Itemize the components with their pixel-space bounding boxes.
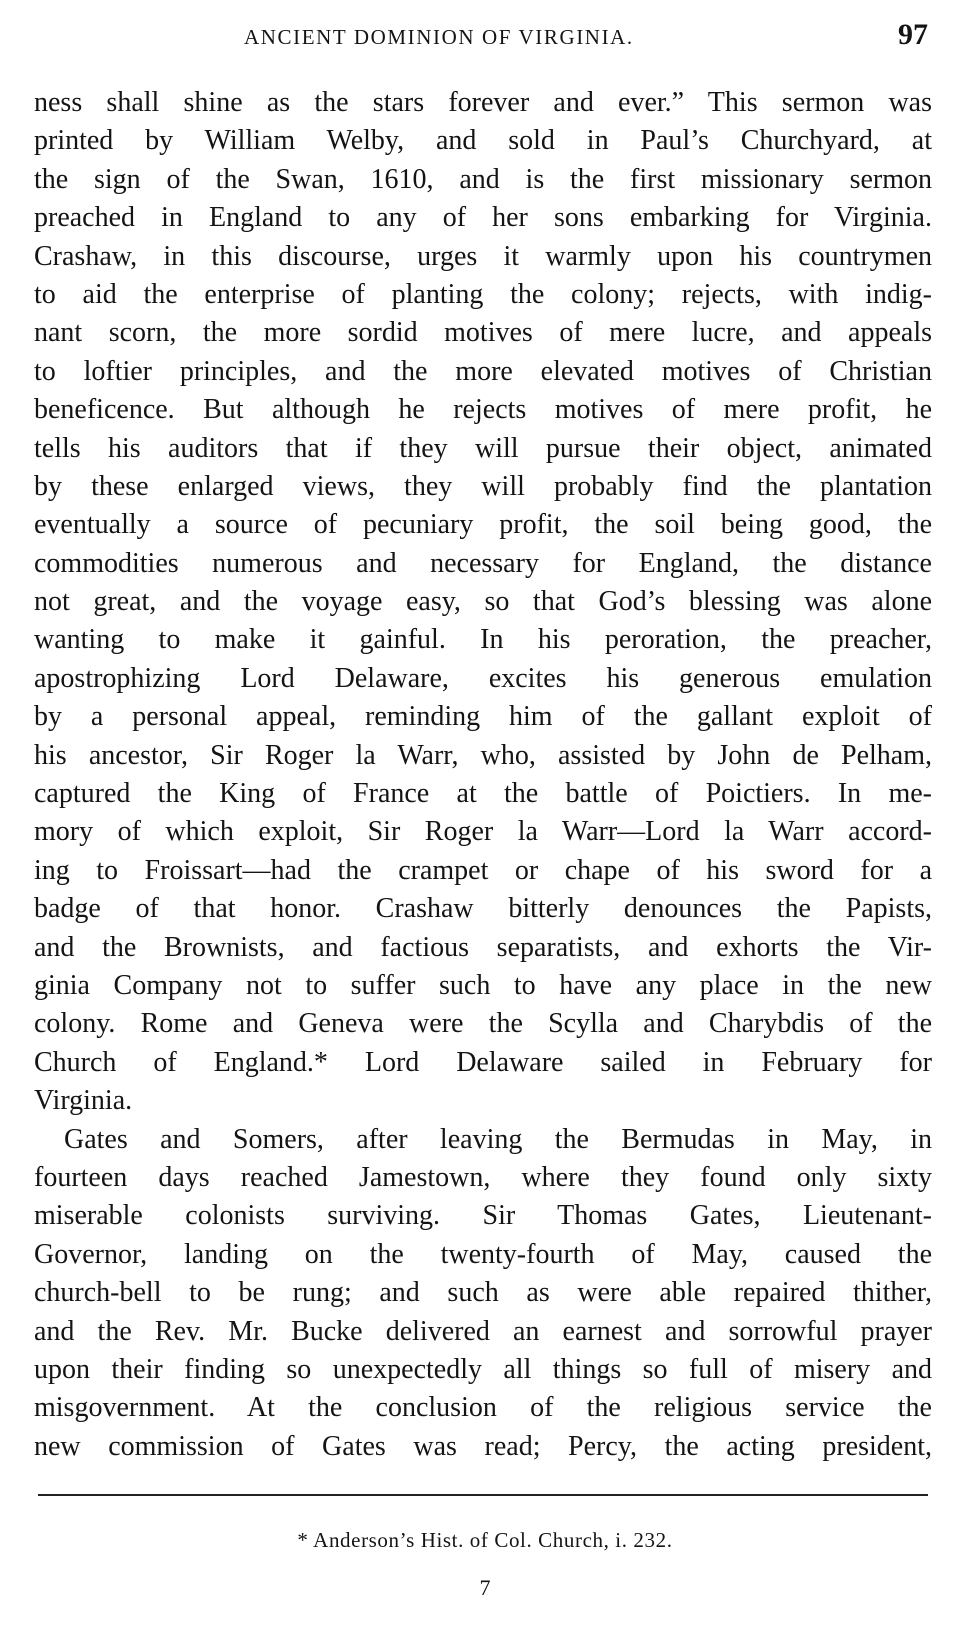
- text-line: Virginia.: [34, 1085, 133, 1117]
- text-line: by a personal appeal, reminding him of the gallant exploit of: [34, 701, 932, 733]
- text-line: to loftier principles, and the more elevated motives of Christian: [34, 355, 932, 387]
- text-line: preached in England to any of her sons embarking for Virginia.: [34, 202, 932, 234]
- text-line: to aid the enterprise of planting the colony; rejects, with indig-: [34, 278, 932, 310]
- text-line: colony. Rome and Geneva were the Scylla and Charybdis of the: [34, 1008, 932, 1040]
- text-line: his ancestor, Sir Roger la Warr, who, assisted by John de Pelham,: [34, 739, 932, 771]
- text-line: badge of that honor. Crashaw bitterly denounces the Papists,: [34, 893, 932, 925]
- text-line: new commission of Gates was read; Percy, the acting president,: [34, 1430, 932, 1462]
- text-line: by these enlarged views, they will probably find the plantation: [34, 470, 932, 502]
- text-line: miserable colonists surviving. Sir Thomas Gates, Lieutenant-: [34, 1200, 932, 1232]
- text-line: printed by William Welby, and sold in Paul’s Churchyard, at: [34, 125, 932, 157]
- text-line: ginia Company not to suffer such to have any place in the new: [34, 969, 932, 1001]
- text-line: apostrophizing Lord Delaware, excites his generous emulation: [34, 662, 932, 694]
- text-line: and the Rev. Mr. Bucke delivered an earnest and sorrowful prayer: [34, 1315, 932, 1347]
- signature-mark: 7: [479, 1575, 491, 1600]
- text-line: mory of which exploit, Sir Roger la Warr—Lord la Warr accord-: [34, 816, 932, 848]
- text-line: and the Brownists, and factious separatists, and exhorts the Vir-: [34, 931, 932, 963]
- footnote-divider: [38, 1494, 928, 1496]
- text-line: misgovernment. At the conclusion of the religious service the: [34, 1392, 932, 1424]
- text-line: nant scorn, the more sordid motives of mere lucre, and appeals: [34, 317, 932, 349]
- text-line: ness shall shine as the stars forever and ever.” This sermon was: [34, 87, 932, 118]
- text-line: beneficence. But although he rejects motives of mere profit, he: [34, 394, 932, 426]
- text-line: Gates and Somers, after leaving the Bermudas in May, in: [64, 1123, 932, 1155]
- paragraph-2: [34, 1121, 932, 1467]
- text-line: captured the King of France at the battle of Poictiers. In me-: [34, 778, 932, 810]
- paragraph-1: [34, 84, 932, 1121]
- text-line: the sign of the Swan, 1610, and is the first missionary sermon: [34, 163, 932, 195]
- running-head: ANCIENT DOMINION OF VIRGINIA.: [244, 25, 634, 49]
- text-line: church-bell to be rung; and such as were able repaired thither,: [34, 1277, 932, 1309]
- text-line: not great, and the voyage easy, so that God’s blessing was alone: [34, 586, 932, 618]
- footnote: * Anderson’s Hist. of Col. Church, i. 232.: [297, 1528, 673, 1552]
- page-number: 97: [898, 18, 928, 51]
- text-line: upon their finding so unexpectedly all things so full of misery and: [34, 1353, 932, 1385]
- text-line: commodities numerous and necessary for England, the distance: [34, 547, 932, 579]
- body-text: [34, 84, 932, 1466]
- text-line: tells his auditors that if they will pursue their object, animated: [34, 432, 932, 464]
- text-line: fourteen days reached Jamestown, where they found only sixty: [34, 1161, 932, 1193]
- text-line: Crashaw, in this discourse, urges it warmly upon his countrymen: [34, 240, 932, 272]
- text-line: wanting to make it gainful. In his peroration, the preacher,: [34, 624, 932, 656]
- text-line: ing to Froissart—had the crampet or chape of his sword for a: [34, 854, 932, 886]
- text-line: Governor, landing on the twenty-fourth of May, caused the: [34, 1238, 932, 1270]
- text-line: eventually a source of pecuniary profit, the soil being good, the: [34, 509, 932, 541]
- text-line: Church of England.* Lord Delaware sailed in February for: [34, 1046, 932, 1078]
